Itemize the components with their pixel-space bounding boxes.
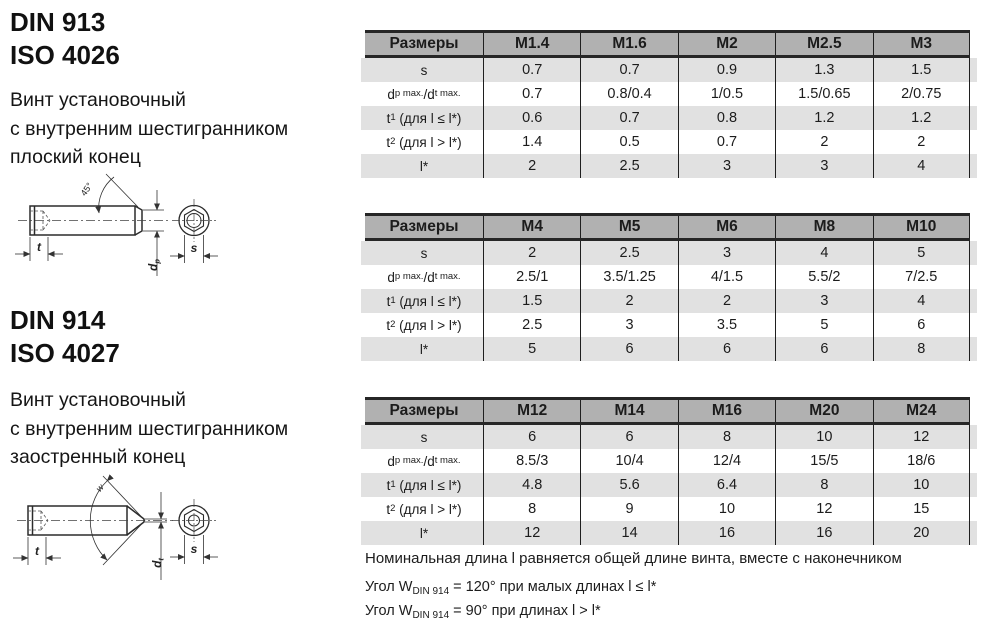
table-cell: 0.6 — [483, 106, 580, 130]
row-label: t 2 (для l > l*) — [386, 134, 462, 150]
table-cell: 15 — [873, 497, 970, 521]
row-label: s — [420, 62, 428, 78]
table-cell: 16 — [678, 521, 775, 545]
desc-line: с внутренним шестигранником — [10, 417, 289, 440]
row-label: t 1 (для l ≤ l*) — [386, 110, 462, 126]
table-cell: 1.3 — [775, 58, 872, 82]
column-header: M16 — [678, 400, 775, 422]
table-cell: 12 — [483, 521, 580, 545]
table-cell: 1.5 — [483, 289, 580, 313]
dimension-dp-label: $d_p$ — [146, 259, 162, 271]
table-row-t1 — [361, 289, 977, 313]
table-cell: 0.7 — [678, 130, 775, 154]
table-cell: 2/0.75 — [873, 82, 970, 106]
desc-line: Винт установочный — [10, 89, 186, 111]
column-header: M12 — [483, 400, 580, 422]
dimension-dt-label: $d_t$ — [150, 558, 166, 568]
table-cell: 0.7 — [580, 106, 677, 130]
column-header: M10 — [873, 216, 970, 238]
table-cell: 4.8 — [483, 473, 580, 497]
table-row-dp-dt — [361, 265, 977, 289]
dimension-t-label: t — [35, 544, 39, 558]
table-row-t1 — [361, 473, 977, 497]
table-cell: 5 — [483, 337, 580, 361]
description-cone-point — [10, 386, 288, 472]
table-cell: 12 — [775, 497, 872, 521]
table-cell: 0.7 — [483, 82, 580, 106]
table-cell: 3 — [775, 289, 872, 313]
note-subscript: DIN 914 — [412, 586, 450, 597]
table-cell: 2 — [775, 130, 872, 154]
row-label: t 1 (для l ≤ l*) — [386, 477, 462, 493]
table-row-s — [361, 425, 977, 449]
row-label: d p max. /d t max. — [387, 86, 461, 102]
description-flat-point — [10, 86, 288, 172]
table-cell: 16 — [775, 521, 872, 545]
table-cell: 6 — [678, 337, 775, 361]
table-cell: 5.5/2 — [775, 265, 872, 289]
column-header: M1.6 — [580, 33, 677, 55]
table-cell: 3 — [678, 241, 775, 265]
size-table-m1_4-m3 — [361, 30, 977, 178]
desc-line: заостренный конец — [10, 446, 186, 468]
row-label: l* — [419, 158, 429, 174]
table-cell: 6.4 — [678, 473, 775, 497]
table-cell: 2.5 — [483, 313, 580, 337]
table-cell: 3.5 — [678, 313, 775, 337]
row-label: l* — [419, 525, 429, 541]
column-header: M20 — [775, 400, 872, 422]
table-cell: 2.5 — [580, 154, 677, 178]
row-label: t 2 (для l > l*) — [386, 501, 462, 517]
table-cell: 1.2 — [873, 106, 970, 130]
desc-line: с внутренним шестигранником — [10, 117, 289, 140]
header-sizes-label: Размеры — [389, 402, 459, 419]
column-header: M4 — [483, 216, 580, 238]
table-row-dp-dt — [361, 449, 977, 473]
table-cell: 5 — [873, 241, 970, 265]
end-view — [172, 499, 216, 542]
table-cell: 6 — [873, 313, 970, 337]
table-cell: 10 — [775, 425, 872, 449]
column-header: M5 — [580, 216, 677, 238]
table-cell: 8 — [873, 337, 970, 361]
table-cell: 4 — [873, 154, 970, 178]
table-cell: 0.7 — [483, 58, 580, 82]
table-cell: 3 — [580, 313, 677, 337]
table-row-t2 — [361, 130, 977, 154]
table-cell: 5 — [775, 313, 872, 337]
table-row-lstar — [361, 521, 977, 545]
table-header-row — [365, 397, 970, 425]
desc-line: плоский конец — [10, 146, 141, 168]
chamfer-angle-label: 45° — [78, 180, 95, 198]
note-angle-90: Угол $W_{DIN 914} = 90^\circ$ при длинах l > l* — [365, 603, 601, 621]
table-row-lstar — [361, 337, 977, 361]
desc-line: Винт установочный — [10, 389, 186, 411]
table-cell: 7/2.5 — [873, 265, 970, 289]
column-header: M1.4 — [483, 33, 580, 55]
column-header: M2.5 — [775, 33, 872, 55]
row-label: s — [420, 429, 428, 445]
table-header-row — [365, 30, 970, 58]
table-row-s — [361, 241, 977, 265]
table-row-lstar — [361, 154, 977, 178]
table-cell: 6 — [775, 337, 872, 361]
table-cell: 1/0.5 — [678, 82, 775, 106]
column-header: M2 — [678, 33, 775, 55]
dimension-s-label: s — [190, 241, 198, 255]
table-row-t2 — [361, 313, 977, 337]
table-cell: 15/5 — [775, 449, 872, 473]
table-cell: 1.5/0.65 — [775, 82, 872, 106]
iso-number: ISO 4026 — [10, 40, 120, 70]
table-cell: 14 — [580, 521, 677, 545]
table-cell: 8 — [775, 473, 872, 497]
row-label: t 2 (для l > l*) — [386, 317, 462, 333]
table-cell: 8.5/3 — [483, 449, 580, 473]
table-cell: 2.5 — [580, 241, 677, 265]
table-cell: 3 — [678, 154, 775, 178]
dimension-t-label: t — [37, 240, 41, 254]
table-cell: 4 — [775, 241, 872, 265]
table-cell: 18/6 — [873, 449, 970, 473]
table-cell: 0.8/0.4 — [580, 82, 677, 106]
table-cell: 12/4 — [678, 449, 775, 473]
column-header: M8 — [775, 216, 872, 238]
table-cell: 5.6 — [580, 473, 677, 497]
table-cell: 6 — [580, 337, 677, 361]
table-cell: 2 — [483, 241, 580, 265]
table-cell: 2 — [580, 289, 677, 313]
header-sizes-label: Размеры — [389, 218, 459, 235]
table-cell: 1.5 — [873, 58, 970, 82]
table-row-t2 — [361, 497, 977, 521]
row-label: d p max. /d t max. — [387, 269, 461, 285]
standard-title-din914 — [10, 304, 120, 370]
table-cell: 3 — [775, 154, 872, 178]
table-cell: 10 — [678, 497, 775, 521]
din-number: DIN 913 — [10, 7, 106, 37]
table-row-s — [361, 58, 977, 82]
table-cell: 9 — [580, 497, 677, 521]
size-table-m4-m10 — [361, 213, 977, 361]
table-cell: 10 — [873, 473, 970, 497]
table-cell: 8 — [483, 497, 580, 521]
flat-point-screw-drawing — [5, 173, 235, 303]
table-cell: 2 — [678, 289, 775, 313]
din-number: DIN 914 — [10, 305, 106, 335]
size-table-m12-m24 — [361, 397, 977, 545]
table-cell: 10/4 — [580, 449, 677, 473]
table-cell: 1.4 — [483, 130, 580, 154]
table-cell: 6 — [483, 425, 580, 449]
column-header: M24 — [873, 400, 970, 422]
row-label: d p max. /d t max. — [387, 453, 461, 469]
table-header-row — [365, 213, 970, 241]
table-cell: 4 — [873, 289, 970, 313]
table-cell: 6 — [580, 425, 677, 449]
standard-title-din913 — [10, 6, 120, 72]
table-cell: 20 — [873, 521, 970, 545]
dimension-s-label: s — [190, 542, 198, 556]
table-cell: 2 — [483, 154, 580, 178]
iso-number: ISO 4027 — [10, 338, 120, 368]
row-label: l* — [419, 341, 429, 357]
table-cell: 2.5/1 — [483, 265, 580, 289]
table-cell: 0.5 — [580, 130, 677, 154]
note-subscript: DIN 914 — [412, 610, 450, 621]
note-angle-120: Угол $W_{DIN 914} = 120^\circ$ при малых длинах l ≤ l* — [365, 579, 657, 597]
column-header: M3 — [873, 33, 970, 55]
column-header: M6 — [678, 216, 775, 238]
table-row-dp-dt — [361, 82, 977, 106]
table-cell: 0.9 — [678, 58, 775, 82]
table-cell: 0.8 — [678, 106, 775, 130]
table-cell: 0.7 — [580, 58, 677, 82]
table-cell: 4/1.5 — [678, 265, 775, 289]
chamfer-angle-annotation — [99, 174, 138, 213]
column-header: M14 — [580, 400, 677, 422]
cone-angle-label: w — [93, 482, 106, 494]
table-cell: 12 — [873, 425, 970, 449]
table-cell: 3.5/1.25 — [580, 265, 677, 289]
table-cell: 8 — [678, 425, 775, 449]
table-cell: 1.2 — [775, 106, 872, 130]
end-view — [172, 199, 216, 242]
row-label: t 1 (для l ≤ l*) — [386, 293, 462, 309]
table-cell: 2 — [873, 130, 970, 154]
row-label: s — [420, 245, 428, 261]
header-sizes-label: Размеры — [389, 35, 459, 52]
table-row-t1 — [361, 106, 977, 130]
cone-point-screw-drawing — [5, 468, 235, 623]
note-nominal-length: Номинальная длина l равняется общей длине винта, вместе с наконечником — [365, 550, 902, 567]
